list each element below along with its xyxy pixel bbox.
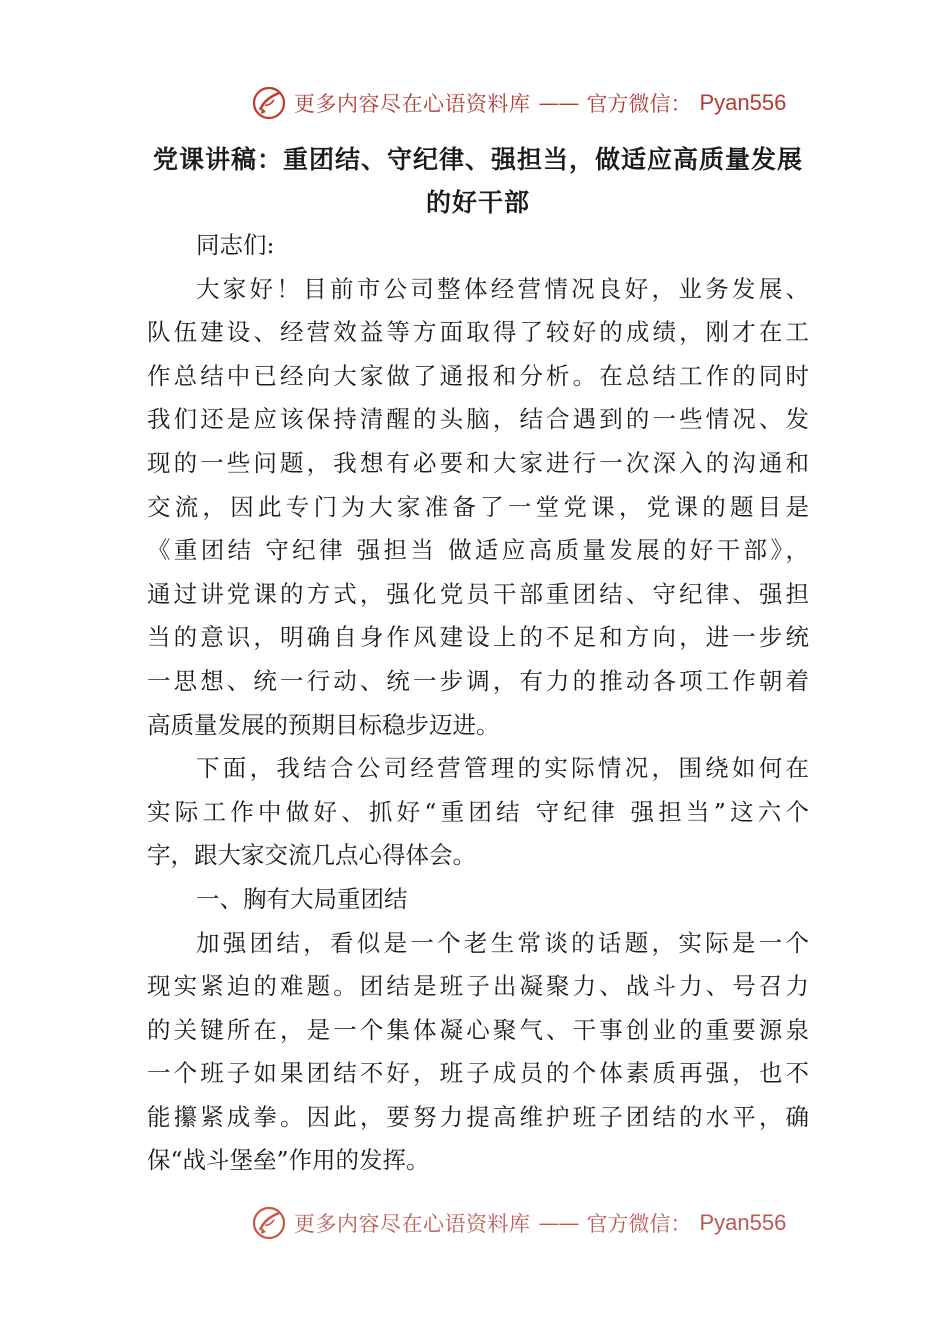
title-line-2: 的好干部 bbox=[425, 188, 530, 217]
banner-wechat-id: Pyan556 bbox=[699, 1210, 787, 1235]
body-line: 一思想、统一行动、统一步调，有力的推动各项工作朝着 bbox=[147, 666, 809, 695]
banner-separator: —— bbox=[538, 91, 579, 115]
banner-text: 更多内容尽在心语资料库 bbox=[294, 92, 531, 116]
body-line: 交流，因此专门为大家准备了一堂党课，党课的题目是 bbox=[147, 492, 809, 521]
title-line-1: 党课讲稿：重团结、守纪律、强担当，做适应高质量发展 bbox=[152, 145, 803, 174]
body-line: 的关键所在，是一个集体凝心聚气、干事创业的重要源泉 bbox=[147, 1015, 809, 1044]
banner-wechat-id: Pyan556 bbox=[699, 90, 787, 115]
body-line: 通过讲党课的方式，强化党员干部重团结、守纪律、强担 bbox=[147, 579, 809, 608]
body-line: 字，跟大家交流几点心得体会。 bbox=[147, 841, 476, 870]
body-line: 当的意识，明确自身作风建设上的不足和方向，进一步统 bbox=[147, 623, 809, 652]
body-line: 高质量发展的预期目标稳步迈进。 bbox=[147, 710, 500, 739]
body-line: 现的一些问题，我想有必要和大家进行一次深入的沟通和 bbox=[147, 448, 809, 477]
banner-text: 更多内容尽在心语资料库 bbox=[294, 1212, 531, 1236]
body-line: 保“战斗堡垒”作用的发挥。 bbox=[147, 1146, 430, 1175]
body-line: 加强团结，看似是一个老生常谈的话题，实际是一个 bbox=[196, 928, 809, 957]
body-line: 我们还是应该保持清醒的头脑，结合遇到的一些情况、发 bbox=[147, 405, 809, 434]
body-line: 一个班子如果团结不好，班子成员的个体素质再强，也不 bbox=[147, 1059, 809, 1088]
pen-logo-icon bbox=[252, 1206, 286, 1240]
header-banner bbox=[252, 84, 786, 122]
banner-wechat-label: 官方微信： bbox=[586, 92, 692, 116]
greeting-line: 同志们: bbox=[196, 231, 275, 259]
pen-logo-icon bbox=[252, 86, 286, 120]
document-title bbox=[148, 138, 808, 224]
banner-wechat-label: 官方微信： bbox=[586, 1212, 692, 1236]
footer-banner bbox=[252, 1204, 786, 1242]
body-line: 作总结中已经向大家做了通报和分析。在总结工作的同时 bbox=[147, 361, 809, 390]
body-line: 现实紧迫的难题。团结是班子出凝聚力、战斗力、号召力 bbox=[147, 972, 809, 1001]
body-line: 下面，我结合公司经营管理的实际情况，围绕如何在 bbox=[196, 754, 809, 783]
banner-separator: —— bbox=[538, 1211, 579, 1235]
body-line: 实际工作中做好、抓好“重团结 守纪律 强担当”这六个 bbox=[147, 797, 809, 826]
document-body bbox=[147, 224, 809, 1183]
body-line: 能攥紧成拳。因此，要努力提高维护班子团结的水平，确 bbox=[147, 1102, 809, 1131]
body-line: 大家好！目前市公司整体经营情况良好，业务发展、 bbox=[196, 274, 809, 303]
section-heading: 一、胸有大局重团结 bbox=[196, 884, 408, 913]
body-line: 队伍建设、经营效益等方面取得了较好的成绩，刚才在工 bbox=[147, 318, 809, 347]
body-line: 《重团结 守纪律 强担当 做适应高质量发展的好干部》， bbox=[147, 536, 809, 565]
